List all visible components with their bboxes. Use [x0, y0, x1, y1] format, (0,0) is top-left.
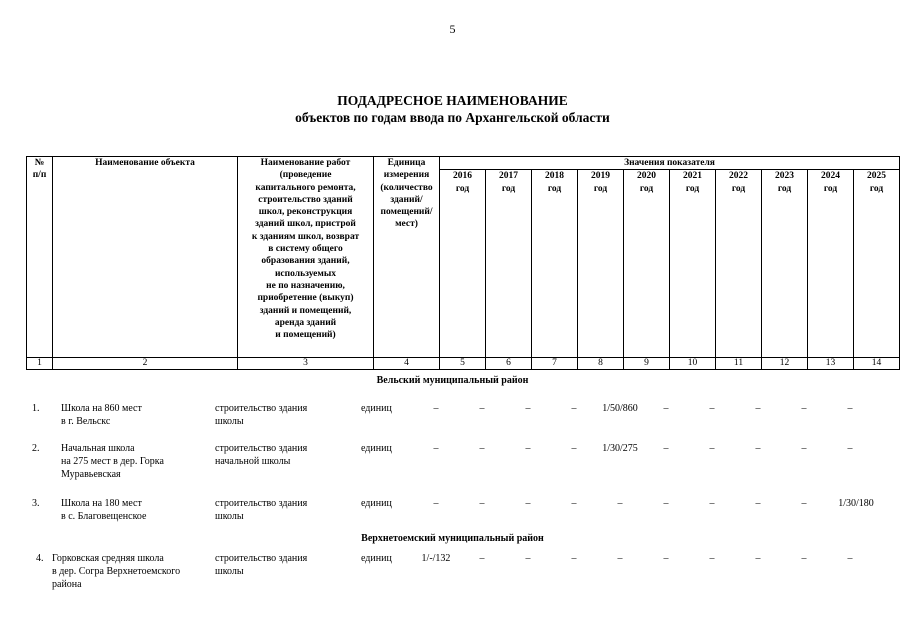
header-year-2025 — [854, 170, 900, 358]
header-unit-l2: измерения — [383, 170, 430, 181]
value-2024: – — [801, 498, 807, 509]
value-2019: – — [571, 498, 577, 509]
value-2020: – — [617, 553, 623, 564]
header-year-2020 — [624, 170, 670, 358]
value-2020: 1/50/860 — [602, 403, 638, 414]
year-2019-label: 2019 — [591, 171, 610, 182]
object-name-line: на 275 мест в дер. Горка — [61, 456, 164, 467]
header-unit-l5: помещений/ — [380, 207, 433, 218]
year-suffix: год — [869, 183, 884, 194]
value-2025: – — [847, 403, 853, 414]
column-number: 6 — [486, 358, 532, 370]
column-number: 7 — [532, 358, 578, 370]
object-name-line: Горковская средняя школа — [52, 553, 164, 564]
object-name-line: Муравьевская — [61, 469, 121, 480]
value-2019: – — [571, 403, 577, 414]
object-name-line: в г. Вельскс — [61, 416, 111, 427]
year-2017-label: 2017 — [499, 171, 518, 182]
header-work-name — [238, 157, 374, 358]
column-number: 10 — [670, 358, 716, 370]
header-work-l6: зданий школ, пристрой — [255, 219, 356, 230]
value-2016: – — [433, 403, 439, 414]
year-suffix: год — [593, 183, 608, 194]
value-2019: – — [571, 443, 577, 454]
column-number: 8 — [578, 358, 624, 370]
header-unit-l1: Единица — [387, 158, 426, 168]
value-2017: – — [479, 498, 485, 509]
value-2021: – — [663, 403, 669, 414]
year-suffix: год — [731, 183, 746, 194]
value-2018: – — [525, 498, 531, 509]
work-name — [215, 442, 345, 468]
year-suffix: год — [547, 183, 562, 194]
section-title-verkhnetoemsky: Верхнетоемский муниципальный район — [361, 533, 544, 544]
work-name-line: школы — [215, 416, 244, 427]
value-2025: – — [847, 443, 853, 454]
object-name-line: в дер. Согра Верхнетоемского — [52, 566, 181, 577]
header-values-group: Значения показателя — [440, 157, 900, 170]
work-name — [215, 552, 345, 578]
header-unit-l6: мест) — [395, 219, 418, 230]
value-2018: – — [525, 553, 531, 564]
value-2023: – — [755, 553, 761, 564]
header-work-l7: к зданиям школ, возврат — [251, 231, 360, 242]
work-name-line: строительство здания — [215, 403, 308, 414]
row-number: 3. — [32, 498, 40, 509]
year-2022-label: 2022 — [729, 171, 748, 182]
year-suffix: год — [639, 183, 654, 194]
title-line-1: ПОДАДРЕСНОЕ НАИМЕНОВАНИЕ — [337, 93, 568, 108]
header-work-l4: строительство зданий — [258, 194, 353, 205]
column-number: 13 — [808, 358, 854, 370]
object-name — [61, 497, 211, 523]
header-work-l10: используемых — [274, 268, 337, 279]
value-2024: – — [801, 443, 807, 454]
value-2025: – — [847, 553, 853, 564]
row-number: 2. — [32, 443, 40, 454]
value-2023: – — [755, 498, 761, 509]
object-name-line: района — [52, 579, 82, 590]
header-work-l14: аренда зданий — [274, 317, 337, 328]
work-name — [215, 497, 345, 523]
year-2016-label: 2016 — [453, 171, 472, 182]
year-suffix: год — [777, 183, 792, 194]
value-2025: 1/30/180 — [838, 498, 874, 509]
header-work-l2: (проведение — [279, 170, 332, 181]
year-2023-label: 2023 — [775, 171, 794, 182]
header-unit-l4: зданий/ — [390, 194, 423, 205]
year-suffix: год — [501, 183, 516, 194]
value-2021: – — [663, 553, 669, 564]
header-unit-l3: (количество — [380, 182, 433, 193]
year-2021-label: 2021 — [683, 171, 702, 182]
object-name — [52, 552, 212, 591]
object-name-line: Школа на 180 мест — [61, 498, 142, 509]
header-work-l5: школ, реконструкция — [258, 207, 353, 218]
value-2023: – — [755, 443, 761, 454]
header-num-l1: № — [34, 158, 45, 168]
header-work-l12: приобретение (выкуп) — [257, 293, 354, 304]
unit-value: единиц — [361, 403, 392, 414]
header-unit — [374, 157, 440, 358]
header-num — [27, 157, 53, 358]
year-suffix: год — [455, 183, 470, 194]
year-2024-label: 2024 — [821, 171, 840, 182]
object-name-line: в с. Благовещенское — [61, 511, 147, 522]
year-2025-label: 2025 — [867, 171, 886, 182]
header-work-l11: не по назначению, — [266, 280, 345, 291]
object-name-line: Начальная школа — [61, 443, 135, 454]
column-number: 2 — [53, 358, 238, 370]
column-number: 9 — [624, 358, 670, 370]
work-name-line: строительство здания — [215, 553, 308, 564]
column-number: 4 — [374, 358, 440, 370]
header-work-l13: зданий и помещений, — [259, 305, 352, 316]
header-work-l8: в систему общего — [268, 244, 343, 255]
indicator-table-header — [26, 156, 900, 370]
value-2018: – — [525, 403, 531, 414]
header-year-2024 — [808, 170, 854, 358]
object-name — [61, 402, 211, 428]
header-object-name: Наименование объекта — [53, 157, 238, 358]
column-number: 3 — [238, 358, 374, 370]
value-2016: – — [433, 443, 439, 454]
page-number: 5 — [449, 22, 456, 36]
header-work-l1: Наименование работ — [260, 158, 351, 168]
value-2024: – — [801, 553, 807, 564]
value-2019: – — [571, 553, 577, 564]
year-2018-label: 2018 — [545, 171, 564, 182]
header-year-2016 — [440, 170, 486, 358]
column-number: 14 — [854, 358, 900, 370]
header-num-l2: п/п — [32, 170, 47, 181]
row-number: 1. — [32, 403, 40, 414]
unit-value: единиц — [361, 443, 392, 454]
work-name-line: строительство здания — [215, 498, 308, 509]
year-suffix: год — [685, 183, 700, 194]
value-2024: – — [801, 403, 807, 414]
value-2022: – — [709, 498, 715, 509]
value-2018: – — [525, 443, 531, 454]
header-year-2021 — [670, 170, 716, 358]
unit-value: единиц — [361, 498, 392, 509]
value-2021: – — [663, 443, 669, 454]
column-number: 1 — [27, 358, 53, 370]
work-name — [215, 402, 345, 428]
value-2016: 1/-/132 — [421, 553, 451, 564]
work-name-line: начальной школы — [215, 456, 291, 467]
value-2017: – — [479, 443, 485, 454]
header-year-2022 — [716, 170, 762, 358]
value-2022: – — [709, 403, 715, 414]
year-2020-label: 2020 — [637, 171, 656, 182]
object-name-line: Школа на 860 мест — [61, 403, 142, 414]
object-name — [61, 442, 211, 481]
section-title-velsky: Вельский муниципальный район — [376, 375, 529, 386]
year-suffix: год — [823, 183, 838, 194]
work-name-line: строительство здания — [215, 443, 308, 454]
column-number: 11 — [716, 358, 762, 370]
work-name-line: школы — [215, 566, 244, 577]
work-name-line: школы — [215, 511, 244, 522]
header-year-2019 — [578, 170, 624, 358]
column-number: 12 — [762, 358, 808, 370]
value-2022: – — [709, 443, 715, 454]
header-work-l9: образования зданий, — [261, 256, 350, 267]
value-2020: – — [617, 498, 623, 509]
header-work-l15: и помещений) — [275, 330, 336, 341]
value-2020: 1/30/275 — [602, 443, 638, 454]
header-year-2023 — [762, 170, 808, 358]
row-number: 4. — [36, 553, 44, 564]
value-2017: – — [479, 403, 485, 414]
title-line-2: объектов по годам ввода по Архангельской области — [295, 110, 610, 125]
column-number-row — [27, 358, 900, 370]
document-title — [0, 92, 905, 126]
header-year-2017 — [486, 170, 532, 358]
unit-value: единиц — [361, 553, 392, 564]
value-2016: – — [433, 498, 439, 509]
value-2021: – — [663, 498, 669, 509]
value-2022: – — [709, 553, 715, 564]
value-2017: – — [479, 553, 485, 564]
header-year-2018 — [532, 170, 578, 358]
value-2023: – — [755, 403, 761, 414]
column-number: 5 — [440, 358, 486, 370]
header-work-l3: капитального ремонта, — [255, 182, 356, 193]
